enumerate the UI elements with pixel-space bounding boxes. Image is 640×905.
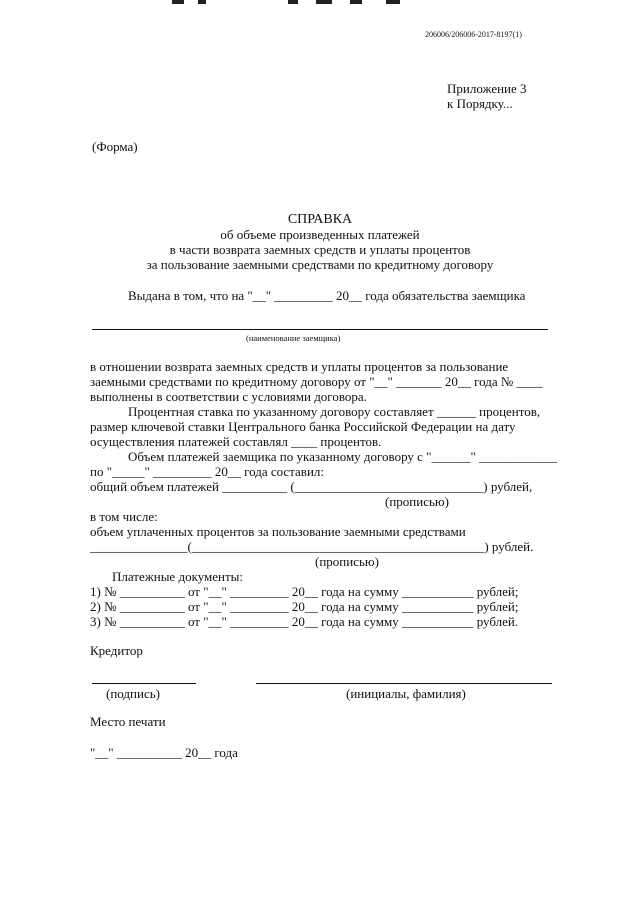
title-line-2: в части возврата заемных средств и уплаты процентов bbox=[169, 242, 471, 257]
volume-line-2: по "_____" _________ 20__ года составил: bbox=[90, 464, 325, 479]
title-line-1: об объеме произведенных платежей bbox=[220, 227, 420, 242]
rate-line-3: осуществления платежей составлял ____ процентов. bbox=[90, 434, 382, 449]
appendix-reference: к Порядку... bbox=[447, 96, 513, 111]
rate-line-1: Процентная ставка по указанному договору составляет ______ процентов, bbox=[128, 404, 541, 419]
interest-line-1: объем уплаченных процентов за пользование заемными средствами bbox=[90, 524, 466, 539]
rate-line-2: размер ключевой ставки Центрального банка Российской Федерации на дату bbox=[90, 419, 516, 434]
signature-line bbox=[92, 683, 196, 684]
including-label: в том числе: bbox=[90, 509, 158, 524]
paragraph-1-line-2: заемными средствами по кредитному договору от "__" _______ 20__ года № ____ bbox=[90, 374, 543, 389]
in-words-caption-2: (прописью) bbox=[315, 554, 379, 569]
date-line: "__" __________ 20__ года bbox=[90, 745, 238, 760]
appendix-label: Приложение 3 bbox=[447, 81, 527, 96]
borrower-name-line bbox=[92, 329, 548, 330]
issued-line: Выдана в том, что на "__" _________ 20__ года обязательства заемщика bbox=[128, 288, 526, 303]
payments-heading: Платежные документы: bbox=[112, 569, 244, 584]
form-label: (Форма) bbox=[92, 139, 138, 154]
payment-row: 2) № __________ от "__" _________ 20__ года на сумму ___________ рублей; bbox=[90, 599, 519, 614]
total-payments-line: общий объем платежей __________ (_____________________________) рублей, bbox=[90, 479, 533, 494]
name-line bbox=[256, 683, 552, 684]
seal-place-label: Место печати bbox=[90, 714, 166, 729]
signature-caption: (подпись) bbox=[106, 686, 160, 701]
document-code: 206006/206006-2017-8197(1) bbox=[425, 30, 522, 39]
payment-row: 3) № __________ от "__" _________ 20__ года на сумму ___________ рублей. bbox=[90, 614, 519, 629]
volume-line-1: Объем платежей заемщика по указанному договору с "______" ____________ bbox=[128, 449, 558, 464]
title-line-3: за пользование заемными средствами по кредитному договору bbox=[146, 257, 494, 272]
document-title: СПРАВКА bbox=[287, 212, 353, 227]
scan-artifact-marks bbox=[140, 0, 420, 6]
interest-line-2: _______________(_____________________________________________) рублей. bbox=[90, 539, 534, 554]
paragraph-1-line-3: выполнены в соответствии с условиями договора. bbox=[90, 389, 367, 404]
name-caption: (инициалы, фамилия) bbox=[346, 686, 466, 701]
paragraph-1-line-1: в отношении возврата заемных средств и уплаты процентов за пользование bbox=[90, 359, 509, 374]
payment-row: 1) № __________ от "__" _________ 20__ года на сумму ___________ рублей; bbox=[90, 584, 519, 599]
creditor-label: Кредитор bbox=[90, 643, 143, 658]
in-words-caption-1: (прописью) bbox=[385, 494, 449, 509]
borrower-caption: (наименование заемщика) bbox=[246, 333, 341, 343]
